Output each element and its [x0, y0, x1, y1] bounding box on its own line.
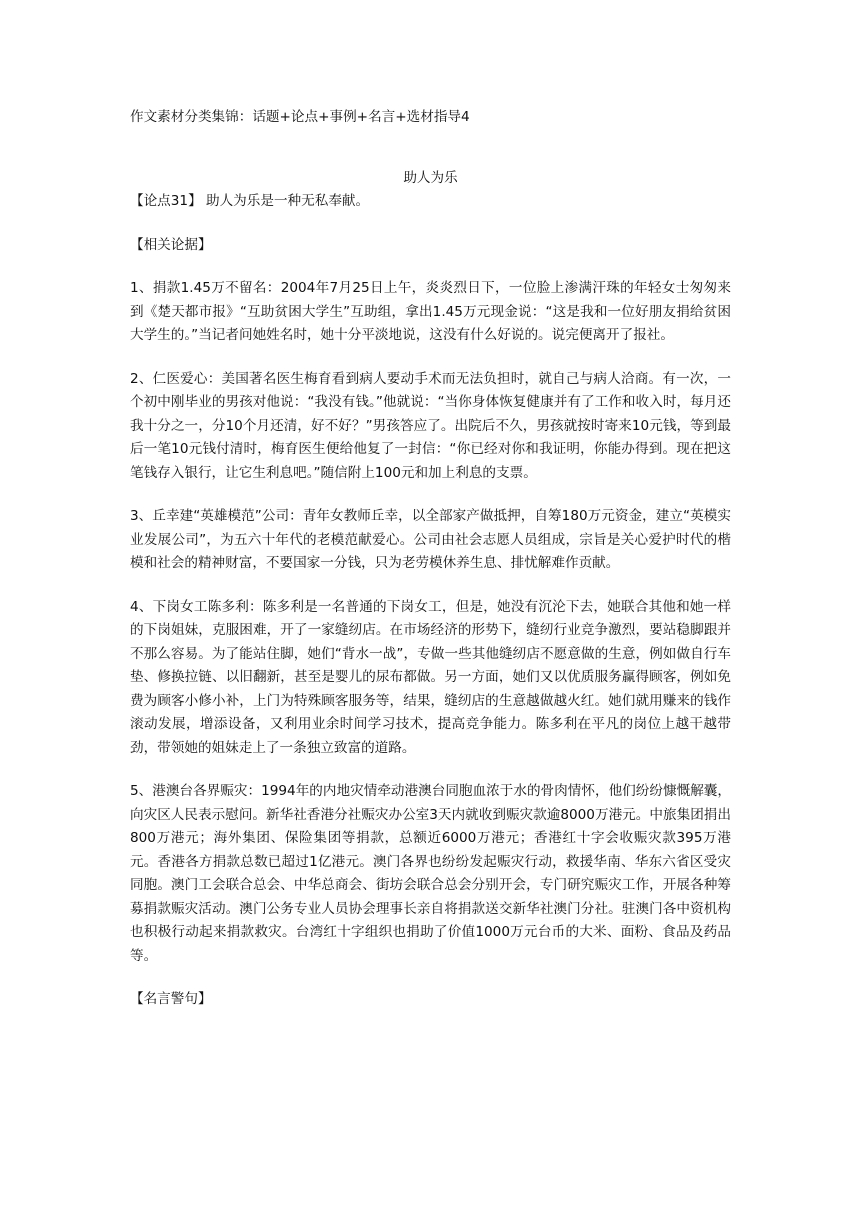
related-evidence-heading: 【相关论据】: [130, 236, 212, 253]
spacer: [130, 348, 731, 368]
evidence-paragraph-4: 4、下岗女工陈多利：陈多利是一名普通的下岗女工，但是，她没有沉沦下去，她联合其他和她一样的下岗姐妹，克服困难，开了一家缝纫店。在市场经济的形势下，缝纫行业竞争激烈，要站稳脚跟并不那么容易。为了能站住脚，她们“背水一战”，专做一些其他缝纫店不愿意做的生意，例如做自行车垫、修换拉链、以旧翻新，甚至是婴儿的尿布都做。另一方面，她们又以优质服务赢得顾客，例如免费为顾客小修小补，上门为特殊顾客服务等，结果，缝纫店的生意越做越火红。她们就用赚来的钱作滚动发展，增添设备，又利用业余时间学习技术，提高竞争能力。陈多利在平凡的岗位上越干越带劲，带领她的姐妹走上了一条独立致富的道路。: [130, 598, 731, 756]
evidence-paragraph-1: 1、捐款1.45万不留名：2004年7月25日上午，炎炎烈日下，一位脸上渗满汗珠的年轻女士匆匆来到《楚天都市报》“互助贫困大学生”互助组，拿出1.45万元现金说：“这是我和一位好朋友捐给贫困大学生的。”当记者问她姓名时，她十分平淡地说，这没有什么好说的。说完便离开了报社。: [130, 280, 731, 343]
document-page: [130, 106, 731, 1012]
spacer: [130, 485, 731, 505]
document-header: 作文素材分类集锦：话题+论点+事例+名言+选材指导4: [130, 109, 470, 125]
spacer: [130, 148, 731, 167]
spacer: [130, 760, 731, 780]
spacer: [130, 576, 731, 596]
evidence-paragraph-3: 3、丘幸建“英雄模范”公司：青年女教师丘幸，以全部家产做抵押，自筹180万元资金，建立“英模实业发展公司”，为五六十年代的老模范献爱心。公司由社会志愿人员组成，宗旨是关心爱护时代的楷模和社会的精神财富，不要国家一分钱，只为老劳模休养生息、排忧解难作贡献。: [130, 508, 731, 571]
spacer: [130, 214, 731, 234]
quotes-heading: 【名言警句】: [130, 991, 212, 1007]
evidence-paragraph-2: 2、仁医爱心：美国著名医生梅育看到病人要动手术而无法负担时，就自己与病人洽商。有一次，一个初中刚毕业的男孩对他说：“我没有钱。”他就说：“当你身体恢复健康并有了工作和收入时，每月还我十分之一，分10个月还清，好不好？”男孩答应了。出院后不久，男孩就按时寄来10元钱，等到最后一笔10元钱付清时，梅育医生便给他复了一封信：“你已经对你和我证明，你能办得到。现在把这笔钱存入银行，让它生利息吧。”随信附上100元和加上利息的支票。: [130, 370, 731, 481]
document-title: 助人为乐: [403, 169, 458, 186]
thesis-line: 【论点31】 助人为乐是一种无私奉献。: [130, 193, 370, 209]
evidence-paragraph-5: 5、港澳台各界赈灾：1994年的内地灾情牵动港澳台同胞血浓于水的骨肉情怀，他们纷纷慷慨解囊，向灾区人民表示慰问。新华社香港分社赈灾办公室3天内就收到赈灾款逾8000万港元。中旅集团捐出800万港元；海外集团、保险集团等捐款，总额近6000万港元；香港红十字会收赈灾款395万港元。香港各方捐款总数已超过1亿港元。澳门各界也纷纷发起赈灾行动，救援华南、华东六省区受灾同胞。澳门工会联合总会、中华总商会、街坊会联合总会分别开会，专门研究赈灾工作，开展各种筹募捐款赈灾活动。澳门公务专业人员协会理事长亲自将捐款送交新华社澳门分社。驻澳门各中资机构也积极行动起来捐款救灾。台湾红十字组织也捐助了价值1000万元台币的大米、面粉、食品及药品等。: [130, 783, 731, 964]
spacer: [130, 968, 731, 988]
spacer: [130, 257, 731, 277]
